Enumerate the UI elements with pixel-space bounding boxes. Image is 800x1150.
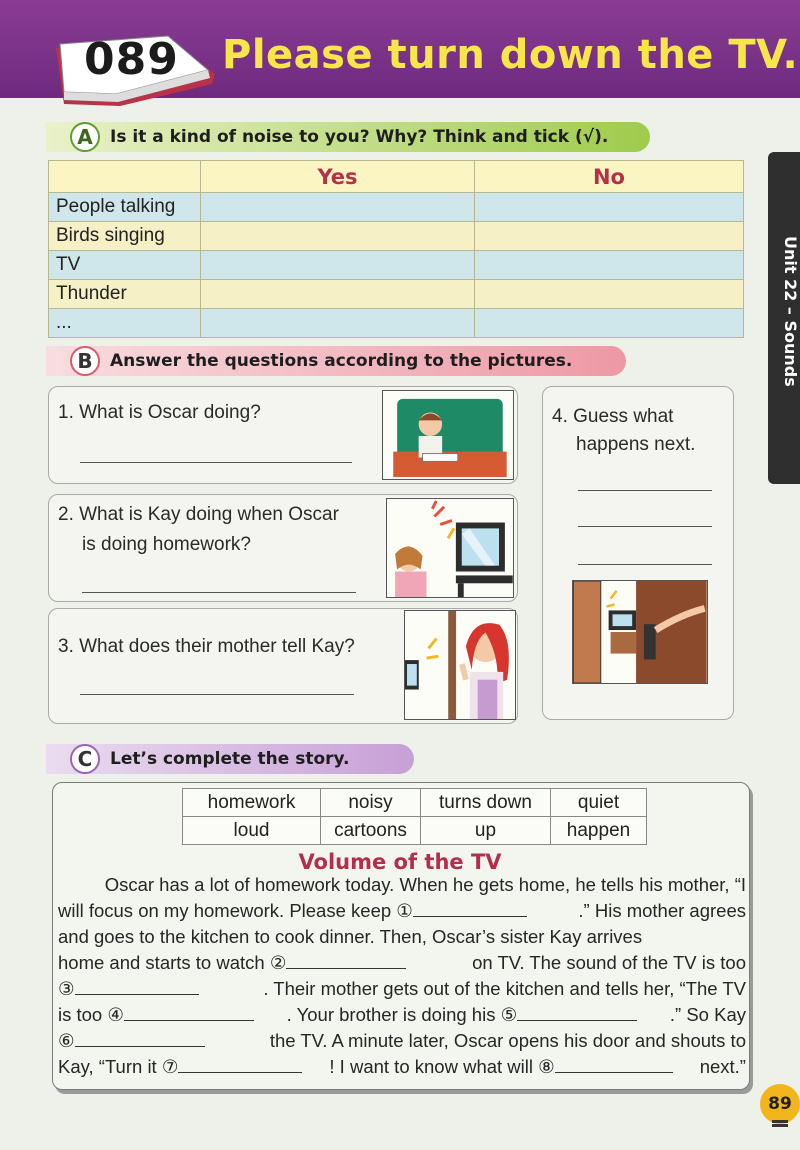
word-bank [182,788,647,845]
story-text: .” His mother agrees [578,900,746,921]
story-text: is too ④ [58,1004,124,1025]
section-c-header [46,744,414,774]
blank-6[interactable] [75,1029,205,1047]
story-text: the TV. A minute later, Oscar opens his door and shouts to [269,1030,746,1051]
story-text: Kay, “Turn it ⑦ [58,1056,179,1077]
story-line [58,1054,746,1080]
story-line [58,976,746,1002]
answer-line-2[interactable] [82,592,356,593]
word-bank-item: quiet [551,789,647,817]
blank-1[interactable] [413,899,527,917]
story-text: ③ [58,978,75,999]
blank-7[interactable] [178,1055,302,1073]
section-b-letter: B [70,346,100,376]
story-text: and goes to the kitchen to cook dinner. Then, Oscar’s sister Kay arrives [58,926,643,947]
section-b-header [46,346,626,376]
section-c-letter: C [70,744,100,774]
row-label: Birds singing [49,222,201,251]
word-bank-item: homework [183,789,321,817]
story-text: on TV. The sound of the TV is too [472,952,746,973]
answer-line-4a[interactable] [578,490,712,491]
table-header-no: No [475,161,744,193]
word-bank-item: cartoons [321,817,421,845]
story-title: Volume of the TV [298,850,502,874]
unit-label: Unit 22 – Sounds [781,236,800,387]
question-2-line-1: 2. What is Kay doing when Oscar [58,504,339,525]
question-2-line-2: is doing homework? [82,534,251,555]
no-cell[interactable] [475,280,744,309]
table-header-blank [49,161,201,193]
row-label: People talking [49,193,201,222]
story-text: next.” [699,1056,746,1077]
story-text: .” So Kay [669,1004,746,1025]
noise-table [48,160,744,338]
kay-watching-tv-picture [386,498,514,598]
section-a-letter: A [70,122,100,152]
story-text: home and starts to watch ② [58,952,287,973]
question-4-line-2: happens next. [576,434,696,455]
word-bank-item: turns down [421,789,551,817]
table-row [49,222,744,251]
yes-cell[interactable] [201,222,475,251]
lesson-number: 089 [84,34,179,85]
word-bank-item: noisy [321,789,421,817]
page-number: 89 [768,1094,792,1114]
yes-cell[interactable] [201,193,475,222]
blank-4[interactable] [124,1003,254,1021]
no-cell[interactable] [475,222,744,251]
row-label: TV [49,251,201,280]
question-4-line-1: 4. Guess what [552,406,674,427]
blank-2[interactable] [286,951,406,969]
mother-tells-kay-picture [404,610,516,720]
answer-line-4b[interactable] [578,526,712,527]
story-line [58,872,746,898]
section-c-instruction: Let’s complete the story. [110,749,350,769]
answer-line-4c[interactable] [578,564,712,565]
story-line [58,898,746,924]
blank-5[interactable] [517,1003,637,1021]
row-label: ... [49,309,201,338]
story-line [58,1002,746,1028]
blank-8[interactable] [555,1055,673,1073]
section-a-header [46,122,650,152]
story-line [58,1028,746,1054]
question-1: 1. What is Oscar doing? [58,402,261,423]
no-cell[interactable] [475,251,744,280]
table-row [49,280,744,309]
story-text: . Your brother is doing his ⑤ [286,1004,518,1025]
section-a-instruction: Is it a kind of noise to you? Why? Think and tick (√). [110,127,609,147]
story-text: Oscar has a lot of homework today. When he gets home, he tells his mother, “I [104,874,746,895]
word-bank-item: happen [551,817,647,845]
table-row [49,193,744,222]
story-text: . Their mother gets out of the kitchen and tells her, “The TV [263,978,746,999]
story-line [58,924,746,950]
word-bank-item: loud [183,817,321,845]
story-line [58,950,746,976]
oscar-homework-picture [382,390,514,480]
row-label: Thunder [49,280,201,309]
table-row [49,309,744,338]
no-cell[interactable] [475,309,744,338]
table-row [49,251,744,280]
answer-line-3[interactable] [80,694,354,695]
oscar-opens-door-picture [572,580,708,684]
yes-cell[interactable] [201,309,475,338]
word-bank-item: up [421,817,551,845]
story-text: ⑥ [58,1030,75,1051]
answer-line-1[interactable] [80,462,352,463]
blank-3[interactable] [75,977,199,995]
yes-cell[interactable] [201,251,475,280]
yes-cell[interactable] [201,280,475,309]
page-title: Please turn down the TV. [222,32,799,78]
story-text: will focus on my homework. Please keep ① [58,900,413,921]
section-b-instruction: Answer the questions according to the pictures. [110,351,573,371]
table-header-yes: Yes [201,161,475,193]
question-3: 3. What does their mother tell Kay? [58,636,355,657]
story-text: ! I want to know what will ⑧ [329,1056,555,1077]
no-cell[interactable] [475,193,744,222]
